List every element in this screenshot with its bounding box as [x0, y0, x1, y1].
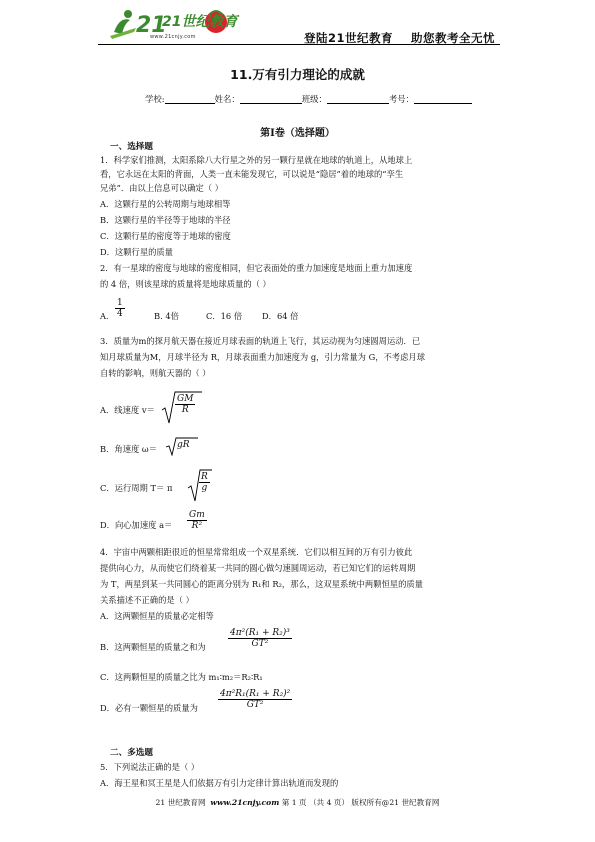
- exam-no-blank[interactable]: [414, 94, 472, 104]
- logo-text: 21世纪教育: [162, 14, 238, 30]
- q3-line-3: 自转的影响，则航天器的（ ）: [100, 368, 211, 378]
- fraction-numerator: 4π²(R₁ + R₂)³: [230, 628, 290, 638]
- q4-line-4: 关系描述不正确的是（ ）: [100, 595, 194, 605]
- q4-option-d: D．必有一颗恒星的质量为: [100, 703, 198, 713]
- logo-url: www.21cnjy.com: [150, 34, 196, 40]
- footer-site: 21 世纪教育网: [155, 798, 206, 807]
- header-divider: [98, 44, 500, 45]
- section-heading-choice: 一、选择题: [110, 142, 153, 152]
- q2-option-b: B. 4倍: [154, 311, 179, 321]
- q4-line-2: 提供向心力，从而使它们绕着某一共同的圆心做匀速圆周运动，若已知它们的运转周期: [100, 563, 416, 573]
- part-title: 第I卷（选择题）: [260, 128, 335, 139]
- q3-option-d-fraction: [187, 510, 207, 531]
- fraction-numerator: 4π²R₁(R₁ + R₂)²: [220, 689, 291, 699]
- q2-option-a-fraction: [115, 298, 125, 319]
- q3-option-b-sqrt: [165, 436, 199, 460]
- footer-url[interactable]: www.21cnjy.com: [210, 798, 280, 807]
- q4-option-b: B．这两颗恒星的质量之和为: [100, 642, 206, 652]
- fraction-denominator: g: [201, 483, 208, 493]
- q2-line-2: 的 4 倍，则该星球的质量将是地球质量的（ ）: [100, 279, 271, 289]
- q4-line-3: 为 T，两星到某一共同圆心的距离分别为 R₁和 R₂，那么，这双星系统中两颗恒星的质量: [100, 579, 423, 589]
- fraction-denominator: GT²: [246, 700, 264, 710]
- fraction-numerator: GM: [177, 394, 194, 404]
- q4-line-1: 4．宇宙中两颗相距很近的恒星常常组成一个双星系统．它们以相互间的万有引力彼此: [100, 547, 413, 557]
- q2-option-d: D．64 倍: [262, 311, 299, 321]
- student-info-fields: [145, 93, 472, 105]
- slogan-2: 助您教考全无忧: [411, 31, 496, 45]
- name-blank[interactable]: [240, 94, 302, 104]
- q1-line-1: 1．科学家们推测，太阳系除八大行星之外的另一颗行星就在地球的轨道上，从地球上: [100, 155, 413, 165]
- q1-option-d: D．这颗行星的质量: [100, 247, 174, 257]
- school-label: 学校:: [145, 94, 165, 104]
- q3-line-1: 3．质量为m的探月航天器在接近月球表面的轨道上飞行，其运动视为匀速圆周运动．已: [100, 336, 421, 346]
- q3-line-2: 知月球质量为M，月球半径为 R，月球表面重力加速度为 g，引力常量为 G，不考虑月球: [100, 352, 425, 362]
- slogan-1: 登陆21世纪教育: [304, 31, 394, 45]
- fraction-numerator: R: [201, 472, 208, 482]
- sqrt-expression: gR: [177, 440, 190, 450]
- q1-option-a: A．这颗行星的公转周期与地球相等: [100, 199, 231, 209]
- q4-option-c: C．这两颗恒星的质量之比为 m₁∶m₂＝R₂∶R₁: [100, 672, 263, 682]
- svg-text:21: 21: [136, 13, 167, 38]
- sqrt-fraction: [175, 394, 195, 415]
- q3-option-d: D．向心加速度 a＝: [100, 520, 173, 530]
- q4-option-a: A．这两颗恒星的质量必定相等: [100, 611, 214, 621]
- fraction-denominator: R: [181, 405, 189, 415]
- q2-line-1: 2．有一星球的密度与地球的密度相同，但它表面处的重力加速度是地面上重力加速度: [100, 263, 413, 273]
- fraction-denominator: GT²: [251, 639, 269, 649]
- sqrt-fraction: [199, 472, 210, 493]
- q4-option-d-fraction: [218, 689, 292, 710]
- q4-option-b-fraction: [228, 628, 292, 649]
- name-label: 姓名：: [214, 94, 240, 104]
- q1-line-2: 看，它永远在太阳的背面，人类一直未能发现它，可以说是“隐居”着的地球的“孪生: [100, 169, 404, 179]
- class-label: 班级：: [301, 94, 327, 104]
- document-title: 11.万有引力理论的成就: [230, 67, 365, 82]
- q5-line-1: 5．下列说法正确的是（ ）: [100, 762, 200, 772]
- q5-option-a: A．海王星和冥王星是人们依据万有引力定律计算出轨道而发现的: [100, 778, 339, 788]
- exam-no-label: 考号：: [388, 94, 414, 104]
- school-blank[interactable]: [165, 94, 215, 104]
- fraction-denominator: R²: [191, 521, 203, 531]
- q1-option-c: C．这颗行星的密度等于地球的密度: [100, 231, 231, 241]
- q2-option-a: A．: [100, 311, 115, 321]
- q1-line-3: 兄弟”．由以上信息可以确定（ ）: [100, 183, 224, 193]
- footer-page-info: 第 1 页 （共 4 页） 版权所有@21 世纪教育网: [281, 798, 440, 807]
- q3-option-c-sqrt: [187, 468, 213, 508]
- fraction-numerator: 1: [117, 298, 123, 308]
- q3-option-a-sqrt: [161, 390, 203, 430]
- fraction-denominator: 4: [117, 309, 123, 319]
- q3-option-b: B．角速度 ω＝: [100, 444, 157, 454]
- q3-option-c: C．运行周期 T＝ π: [100, 483, 173, 493]
- q2-option-c: C．16 倍: [206, 311, 243, 321]
- class-blank[interactable]: [327, 94, 389, 104]
- q1-option-b: B．这颗行星的半径等于地球的半径: [100, 215, 231, 225]
- fraction-numerator: Gm: [189, 510, 205, 520]
- section-heading-multi: 二、多选题: [110, 748, 153, 758]
- page-footer: [0, 797, 595, 808]
- q3-option-a: A．线速度 v＝: [100, 405, 155, 415]
